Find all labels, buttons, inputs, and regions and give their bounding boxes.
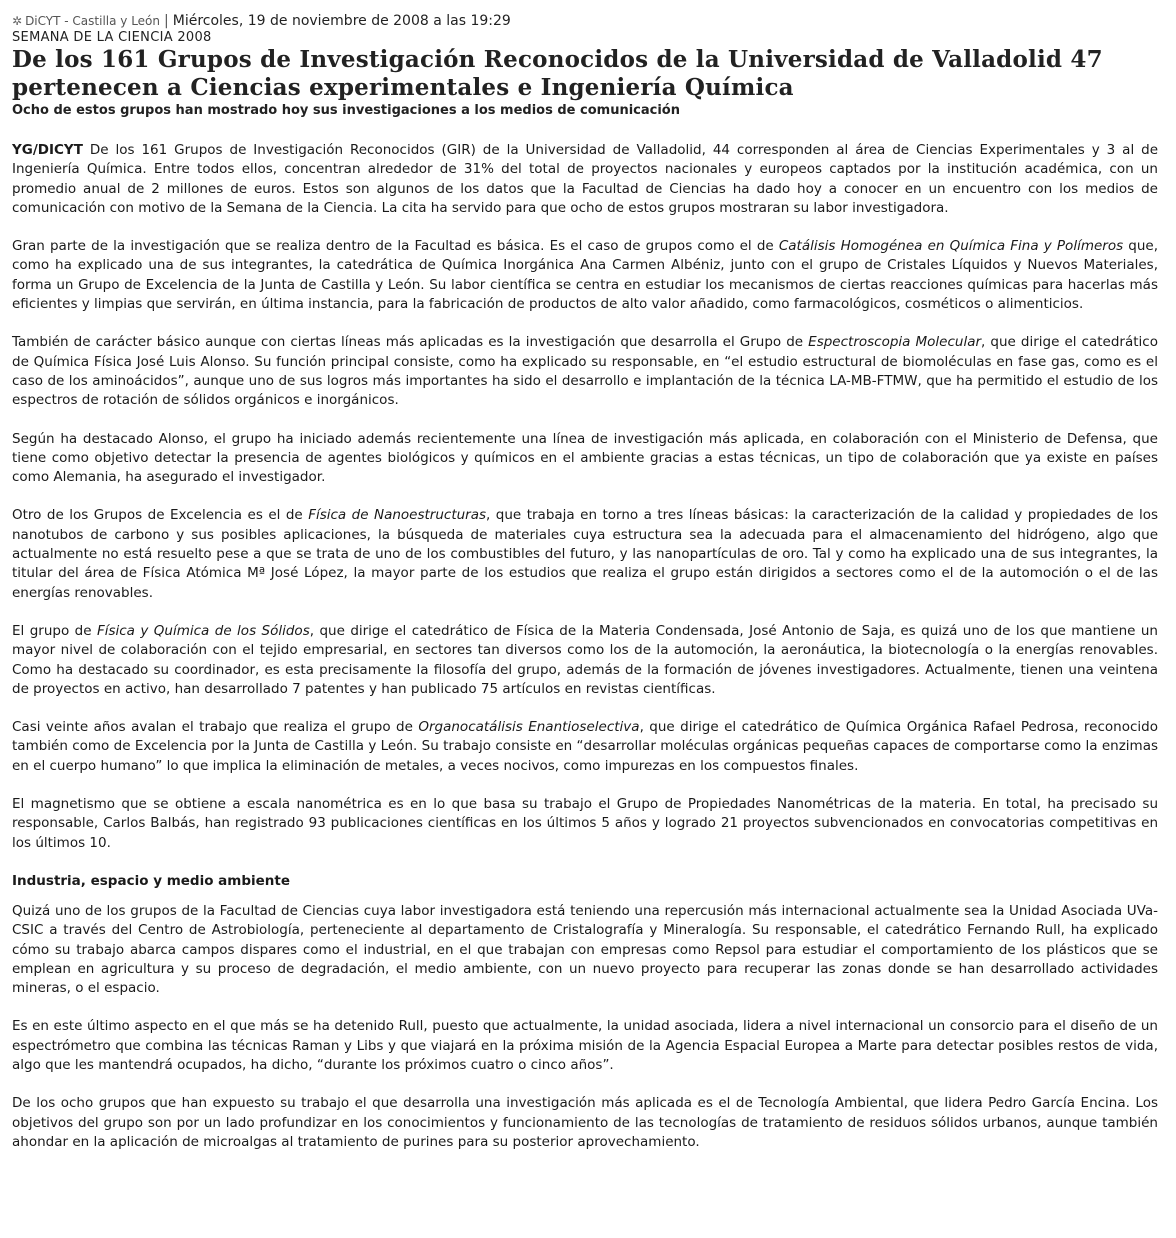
publish-date: Miércoles, 19 de noviembre de 2008 a las 19:29: [172, 13, 511, 29]
group-name-solidos: Física y Química de los Sólidos: [96, 622, 310, 639]
byline: YG/DICYT: [12, 142, 83, 158]
source-name: DiCYT - Castilla y León: [25, 14, 161, 28]
meta-separator: |: [164, 13, 169, 29]
paragraph-3-text-a: También de carácter básico aunque con ciertas líneas más aplicadas es la investigación que desarrolla el Grupo de: [12, 334, 809, 351]
paragraph-2-text-b: que, como ha explicado una de sus integrantes, la catedrática de Química Inorgánica Ana Carmen Albéniz, junto con el grupo de Cristales Líquidos y Nuevos Materiales, forma un Grupo de Excelencia de la Junta de Castilla y León. Su labor científica se centra en estudiar los mecanismos de ciertas reacciones químicas para hacerlas más eficientes y limpias que servirán, en última instancia, para la fabricación de productos de alto valor añadido, como farmacológicos, cosméticos o alimenticios.: [12, 238, 1159, 313]
paragraph-7: [12, 718, 1158, 776]
article-title: De los 161 Grupos de Investigación Reconocidos de la Universidad de Valladolid 47 pertenecen a Ciencias experimentales e Ingeniería Química: [12, 46, 1103, 101]
article-meta-bar: [12, 12, 1158, 30]
bullet-icon: ✲: [12, 14, 23, 28]
group-name-organocatalisis: Organocatálisis Enantioselectiva: [418, 719, 640, 736]
paragraph-5-text-b: , que trabaja en torno a tres líneas básicas: la caracterización de la calidad y propiedades de los nanotubos de carbono y sus posibles aplicaciones, la búsqueda de materiales cuya estructura sea la adecuada para el almacenamiento del hidrógeno, algo que actualmente no está resuelto pese a que se trata de uno de los combustibles del futuro, y las nanopartículas de oro. Tal y como ha explicado una de sus integrantes, la titular del área de Física Atómica Mª José López, la mayor parte de los estudios que realiza el grupo están dirigidos a sectores como el de la automoción o el de las energías renovables.: [12, 507, 1159, 601]
paragraph-3: [12, 333, 1158, 410]
paragraph-6-text-b: , que dirige el catedrático de Física de la Materia Condensada, José Antonio de Saja, es quizá uno de los que mantiene un mayor nivel de colaboración con el tejido empresarial, en sectores tan diversos como los de la automoción, la aeronáutica, la biotecnología o la energías renovables. Como ha destacado su coordinador, es esta precisamente la filosofía del grupo, además de la formación de jóvenes investigadores. Actualmente, tienen una veintena de proyectos en activo, han desarrollado 7 patentes y han publicado 75 artículos en revistas científicas.: [12, 622, 1158, 697]
article-body: [12, 141, 1158, 1152]
paragraph-10: Es en este último aspecto en el que más se ha detenido Rull, puesto que actualmente, la unidad asociada, lidera a nivel internacional un consorcio para el diseño de un espectrómetro que combina las técnicas Raman y Libs y que viajará en la próxima misión de la Agencia Espacial Europea a Marte para detectar posibles restos de vida, algo que les mantendrá ocupados, ha dicho, “durante los próximos cuatro o cinco años”.: [12, 1018, 1158, 1073]
section-label: SEMANA DE LA CIENCIA 2008: [12, 30, 212, 45]
group-name-espectroscopia: Espectroscopia Molecular: [808, 334, 982, 351]
paragraph-3-text-b: , que dirige el catedrático de Química Física José Luis Alonso. Su función principal consiste, como ha explicado su responsable, en “el estudio estructural de biomoléculas en fase gas, como es el caso de los aminoácidos”, aunque uno de sus logros más importantes ha sido el desarrollo e implantación de la técnica LA-MB-FTMW, que ha permitido el estudio de los espectros de rotación de sólidos orgánicos e inorgánicos.: [12, 334, 1158, 409]
section-heading: Industria, espacio y medio ambiente: [12, 872, 291, 889]
paragraph-6: [12, 622, 1158, 699]
paragraph-8: El magnetismo que se obtiene a escala nanométrica es en lo que basa su trabajo el Grupo de Propiedades Nanométricas de la materia. En total, ha precisado su responsable, Carlos Balbás, han registrado 93 publicaciones científicas en los últimos 5 años y logrado 21 proyectos subvencionados en convocatorias competitivas en los últimos 10.: [12, 796, 1158, 851]
paragraph-11: De los ocho grupos que han expuesto su trabajo el que desarrolla una investigación más aplicada es el de Tecnología Ambiental, que lidera Pedro García Encina. Los objetivos del grupo son por un lado profundizar en los conocimientos y funcionamiento de las tecnologías de tratamiento de residuos sólidos urbanos, aunque también ahondar en la aplicación de microalgas al tratamiento de purines para su posterior aprovechamiento.: [12, 1095, 1158, 1150]
paragraph-4: Según ha destacado Alonso, el grupo ha iniciado además recientemente una línea de investigación más aplicada, en colaboración con el Ministerio de Defensa, que tiene como objetivo detectar la presencia de agentes biológicos y químicos en el ambiente gracias a estas técnicas, un tipo de colaboración que ya existe en países como Alemania, ha asegurado el investigador.: [12, 430, 1158, 486]
paragraph-1-text: De los 161 Grupos de Investigación Reconocidos (GIR) de la Universidad de Valladolid, 44 corresponden al área de Ciencias Experimentales y 3 al de Ingeniería Química. Entre todos ellos, concentran alrededor de 31% del total de proyectos nacionales y europeos captados por la institución académica, con un promedio anual de 2 millones de euros. Estos son algunos de los datos que la Facultad de Ciencias ha dado hoy a conocer en un encuentro con los medios de comunicación con motivo de la Semana de la Ciencia. La cita ha servido para que ocho de estos grupos mostraran su labor investigadora.: [12, 142, 1158, 216]
paragraph-2-text-a: Gran parte de la investigación que se realiza dentro de la Facultad es básica. Es el caso de grupos como el de: [12, 238, 779, 255]
group-name-catalisis: Catálisis Homogénea en Química Fina y Polímeros: [778, 238, 1124, 255]
article-subtitle: Ocho de estos grupos han mostrado hoy sus investigaciones a los medios de comunicación: [12, 103, 680, 118]
paragraph-7-text-b: , que dirige el catedrático de Química Orgánica Rafael Pedrosa, reconocido también como de Excelencia por la Junta de Castilla y León. Su trabajo consiste en “desarrollar moléculas orgánicas pequeñas capaces de comportarse como la enzimas en el cuerpo humano” lo que implica la eliminación de metales, a veces nocivos, como impurezas en los compuestos finales.: [12, 719, 1158, 774]
paragraph-6-text-a: El grupo de: [12, 622, 97, 639]
paragraph-1: [12, 141, 1158, 218]
paragraph-5-text-a: Otro de los Grupos de Excelencia es el de: [12, 507, 309, 524]
paragraph-2: [12, 237, 1158, 314]
group-name-nanoestructuras: Física de Nanoestructuras: [308, 507, 487, 524]
paragraph-5: [12, 506, 1158, 602]
paragraph-9: Quizá uno de los grupos de la Facultad de Ciencias cuya labor investigadora está teniendo una repercusión más internacional actualmente sea la Unidad Asociada UVa-CSIC a través del Centro de Astrobiología, perteneciente al departamento de Cristalografía y Mineralogía. Su responsable, el catedrático Fernando Rull, ha explicado cómo su trabajo abarca campos dispares como el industrial, en el que trabajan con empresas como Repsol para estudiar el comportamiento de los plásticos que se emplean en agricultura y su proceso de degradación, el medio ambiente, con un nuevo proyecto para recuperar las zonas donde se han desarrollado actividades mineras, o el espacio.: [12, 902, 1158, 997]
paragraph-7-text-a: Casi veinte años avalan el trabajo que realiza el grupo de: [12, 719, 419, 736]
